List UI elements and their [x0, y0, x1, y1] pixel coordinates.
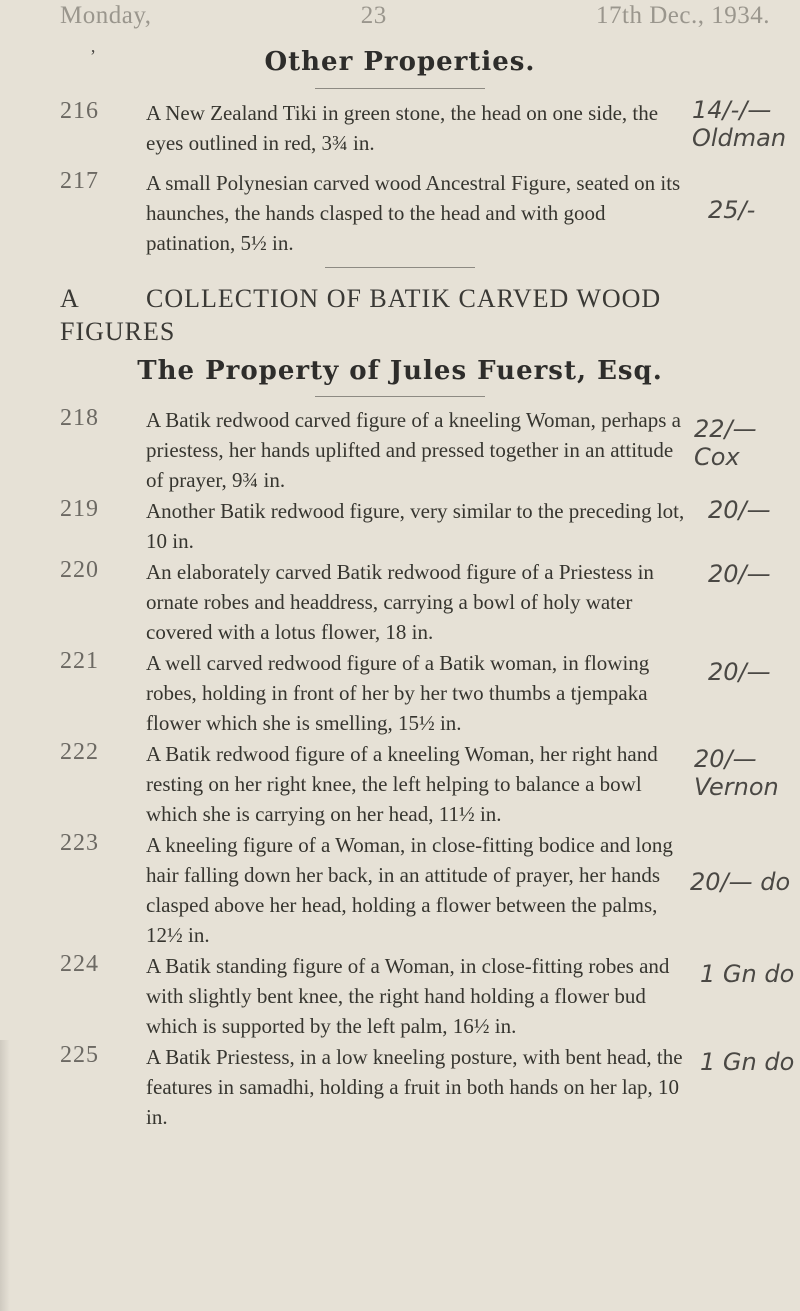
lot-number: 223: [60, 830, 99, 856]
header-day: Monday,: [60, 2, 152, 29]
lot-number: 218: [60, 405, 99, 431]
ink-mark: ‚: [90, 36, 96, 56]
page-header: [60, 2, 770, 30]
lot-number: 224: [60, 951, 99, 977]
collection-owner-subtitle: The Property of Jules Fuerst, Esq.: [137, 356, 663, 386]
collection-heading: [60, 282, 780, 348]
header-date: 17th Dec., 1934.: [596, 2, 770, 29]
lot-description: A small Polynesian carved wood Ancestral Figure, seated on its haunches, the hands clasped to the head and with good patination, 5½ in.: [146, 171, 681, 255]
lot-number: 221: [60, 648, 99, 674]
lot-description: A kneeling figure of a Woman, in close-fitting bodice and long hair falling down her back, in an attitude of prayer, her hands clasped above her head, holding a flower between the palms, 12½ in.: [146, 833, 673, 947]
handwritten-annotation: 20/— Vernon: [694, 745, 779, 801]
section-title-other-properties: Other Properties.: [264, 47, 536, 77]
collection-heading-prefix: A: [60, 284, 80, 313]
divider-rule: [325, 267, 475, 268]
lot-number: 219: [60, 496, 99, 522]
lot-description: An elaborately carved Batik redwood figure of a Priestess in ornate robes and headdress, carrying a bowl of holy water covered with a lotus flower, 18 in.: [146, 560, 654, 644]
lot-description: A Batik redwood carved figure of a kneeling Woman, perhaps a priestess, her hands uplifted and pressed together in an attitude of prayer, 9¾ in.: [146, 408, 681, 492]
handwritten-annotation: 22/— Cox: [694, 415, 757, 471]
handwritten-annotation: 20/—: [708, 560, 771, 588]
lot-description: A Batik Priestess, in a low kneeling posture, with bent head, the features in samadhi, holding a fruit in both hands on her lap, 10 in.: [146, 1045, 683, 1129]
lot-number: 222: [60, 739, 99, 765]
handwritten-annotation: 20/—: [708, 496, 771, 524]
lot-description: A New Zealand Tiki in green stone, the head on one side, the eyes outlined in red, 3¾ in.: [146, 101, 659, 155]
divider-rule: [315, 396, 485, 397]
divider-rule: [315, 88, 485, 89]
lot-number: 220: [60, 557, 99, 583]
handwritten-annotation: 1 Gn do: [700, 960, 795, 988]
lot-number: 225: [60, 1042, 99, 1068]
header-page-number: 23: [360, 2, 387, 29]
handwritten-annotation: 14/-/— Oldman: [692, 96, 787, 152]
lot-number: 217: [60, 168, 99, 194]
lot-description: A Batik redwood figure of a kneeling Woman, her right hand resting on her right knee, the left helping to balance a bowl which she is carrying on her head, 11½ in.: [146, 742, 658, 826]
handwritten-annotation: 20/—: [708, 658, 771, 686]
page-edge-shadow: [0, 1040, 10, 1311]
lot-description: A Batik standing figure of a Woman, in close-fitting robes and with slightly bent knee, the right hand holding a flower bud which is supported by the left palm, 16½ in.: [146, 954, 670, 1038]
lot-description: A well carved redwood figure of a Batik woman, in flowing robes, holding in front of her by her two thumbs a tjempaka flower which she is smelling, 15½ in.: [146, 651, 650, 735]
handwritten-annotation: 20/— do: [690, 868, 791, 896]
lot-number: 216: [60, 98, 99, 124]
collection-heading-text: COLLECTION OF BATIK CARVED WOOD FIGURES: [60, 284, 662, 346]
handwritten-annotation: 25/-: [708, 196, 756, 224]
handwritten-annotation: 1 Gn do: [700, 1048, 795, 1076]
lot-description: Another Batik redwood figure, very similar to the preceding lot, 10 in.: [146, 499, 685, 553]
